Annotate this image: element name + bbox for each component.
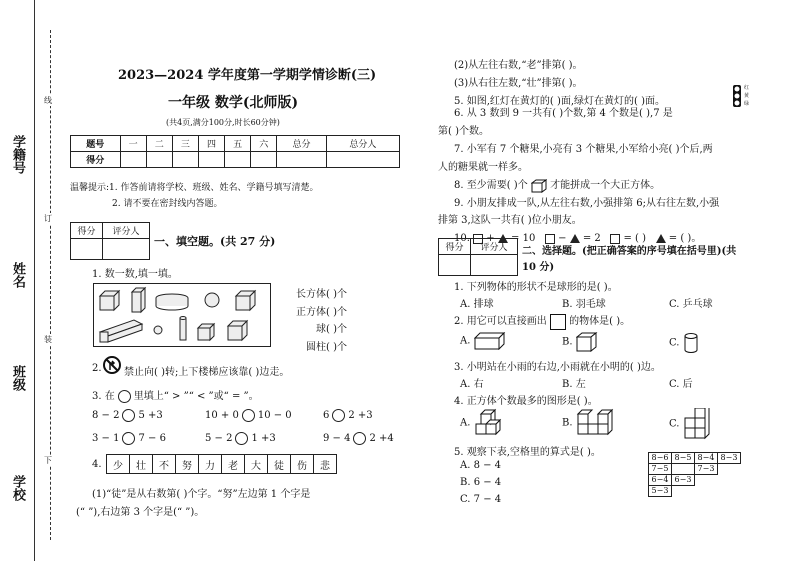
idiom-char: 伤 (291, 455, 314, 474)
q9-line2[interactable]: 排第 3,这队一共有( )位小朋友。 (438, 215, 582, 226)
compare-right: 1 +3 (251, 433, 276, 444)
compare-left: 10 + 0 (205, 410, 239, 421)
score-cell: 总分人 (326, 136, 399, 152)
q10-label: 10. (454, 233, 470, 244)
compare-right: 2 +4 (369, 433, 394, 444)
grader-score-label: 得分 (439, 239, 471, 255)
mc-q2-opt-a-label: A. (460, 335, 471, 347)
grader-score-cell[interactable] (439, 255, 471, 276)
compare-circle[interactable] (332, 409, 345, 422)
idiom-char: 力 (199, 455, 222, 474)
notice-line-1: 温馨提示:1. 作答前请将学校、班级、姓名、学籍号填写清楚。 (70, 183, 319, 193)
binding-char-xia: 下 (44, 456, 52, 465)
mc-q4-opt-a[interactable] (460, 408, 508, 438)
score-input-cell[interactable] (225, 152, 251, 168)
score-cell: 五 (225, 136, 251, 152)
solid-shapes-illustration (94, 284, 270, 346)
binding-class-label: 班级 (10, 365, 25, 391)
mc-q3: 3. 小明站在小雨的右边,小雨就在小明的( )边。 (454, 362, 661, 373)
mc-q2-text-b: 的物体是( )。 (569, 316, 631, 327)
q4-part1-line1[interactable]: (1)“徒”是从右数第( )个字。“努”左边第 1 个字是 (92, 489, 311, 500)
grader-score-label: 得分 (71, 223, 103, 239)
exam-title: 2023—2024 学年度第一学期学情诊断(三) (118, 68, 377, 83)
q8-text-a[interactable]: 8. 至少需要( )个 (454, 180, 528, 191)
score-input-cell[interactable] (120, 152, 146, 168)
grid-cell: 8−4 (695, 452, 718, 464)
q3-text-a: 3. 在 (92, 391, 115, 402)
binding-char-line: 线 (44, 96, 52, 105)
light-label-red: 红 (744, 85, 750, 91)
cube-stack-a-icon (474, 408, 508, 438)
mc-q1-opt-c[interactable]: C. 乒乓球 (669, 299, 713, 310)
compare-left: 6 (323, 410, 330, 421)
grid-cell: 5−3 (648, 486, 672, 497)
score-input-cell[interactable] (198, 152, 224, 168)
cuboid-option-icon (474, 332, 506, 350)
grader-box-2 (438, 238, 518, 276)
binding-strip (0, 0, 62, 561)
grader-person-label: 评分人 (102, 223, 149, 239)
light-label-yellow: 黄 (744, 93, 750, 99)
score-cell: 题号 (71, 136, 121, 152)
idiom-char: 徒 (268, 455, 291, 474)
mc-q2-opt-c[interactable] (669, 332, 701, 354)
q7-line2: 人的糖果就一样多。 (438, 162, 528, 173)
mc-q3-opt-c[interactable]: C. 后 (669, 379, 693, 390)
light-label-green: 绿 (744, 101, 750, 107)
compare-left: 9 − 4 (323, 433, 351, 444)
cylinder-option-icon (683, 332, 701, 354)
mc-q3-opt-b[interactable]: B. 左 (562, 379, 586, 390)
shapes-figure (93, 283, 271, 347)
mc-q1-opt-a[interactable]: A. 排球 (460, 299, 494, 310)
q9-line1: 9. 小朋友排成一队,从左往右数,小强排第 6;从右往左数,小强 (454, 198, 720, 209)
score-cell: 一 (120, 136, 146, 152)
compare-circle[interactable] (235, 432, 248, 445)
grid-cell: 7−5 (648, 464, 672, 475)
mc-q4-opt-a-label: A. (460, 417, 471, 429)
idiom-char: 努 (176, 455, 199, 474)
compare-left: 5 − 2 (205, 433, 233, 444)
shape-count-cylinder[interactable]: 圆柱( )个 (306, 342, 347, 353)
binding-char-zhuang: 装 (44, 335, 52, 344)
idiom-char: 悲 (314, 455, 337, 474)
mc-q2-opt-c-label: C. (669, 337, 680, 349)
mc-q4-opt-c-label: C. (669, 418, 680, 430)
q8-text-b: 才能拼成一个大正方体。 (550, 180, 661, 191)
grader-score-cell[interactable] (71, 239, 103, 260)
grid-cell: 7−3 (695, 464, 718, 475)
cube-stack-b-icon (576, 408, 616, 438)
compare-right: 10 − 0 (257, 410, 292, 421)
grid-blank-cell[interactable] (672, 464, 695, 475)
grid-cell: 8−6 (648, 452, 672, 464)
compare-circle[interactable] (122, 432, 135, 445)
q10-square-answer[interactable]: = ( ) (623, 233, 647, 244)
compare-circle[interactable] (242, 409, 255, 422)
compare-left: 3 − 1 (92, 433, 120, 444)
idiom-char: 大 (245, 455, 268, 474)
binding-char-ding: 订 (44, 214, 52, 223)
q8-text (454, 176, 660, 193)
mc-q5: 5. 观察下表,空格里的算式是( )。 (454, 447, 601, 458)
score-input-cell[interactable] (326, 152, 399, 168)
mc-q2-opt-a[interactable] (460, 332, 506, 350)
q4-part2[interactable]: (2)从左往右数,“老”排第( )。 (454, 60, 583, 71)
binding-school-label: 学校 (10, 475, 25, 501)
q10-eq2: = 2 (582, 233, 601, 244)
compare-right: 7 − 6 (138, 433, 166, 444)
no-turn-sign-icon (103, 356, 121, 374)
small-cube-icon (531, 179, 547, 193)
section2-title-cont: 10 分) (522, 262, 555, 273)
grader-person-label: 评分人 (470, 239, 517, 255)
q6-line1[interactable]: 6. 从 3 数到 9 一共有( )个数,第 4 个数是( ),7 是 (454, 108, 673, 119)
mc-q4-opt-b[interactable] (562, 408, 616, 438)
mc-q2-opt-b[interactable] (562, 332, 600, 352)
score-input-cell[interactable] (277, 152, 327, 168)
section1-title: 一、填空题。(共 27 分) (154, 235, 276, 248)
q4-part3[interactable]: (3)从右往左数,“壮”排第( )。 (454, 78, 583, 89)
score-cell: 得分 (71, 152, 121, 168)
shape-count-cuboid[interactable]: 长方体( )个 (296, 289, 347, 300)
mc-q4-opt-c[interactable] (669, 408, 717, 440)
score-input-cell[interactable] (251, 152, 277, 168)
grader-box-1 (70, 222, 150, 260)
mc-q2-opt-b-label: B. (562, 336, 573, 348)
score-cell: 四 (198, 136, 224, 152)
compare-circle[interactable] (353, 432, 366, 445)
grid-cell: 6−3 (672, 475, 695, 486)
section2-title: 二、选择题。(把正确答案的序号填在括号里)(共 (522, 246, 737, 257)
mc-q4-opt-b-label: B. (562, 417, 573, 429)
shape-count-cube[interactable]: 正方体( )个 (296, 307, 347, 318)
score-table (70, 135, 400, 168)
grid-cell: 8−3 (718, 452, 741, 464)
score-cell: 三 (172, 136, 198, 152)
notice-line-2: 2. 请不要在密封线内答题。 (112, 199, 223, 209)
score-table-header-row (71, 136, 400, 152)
q4-part1-line2[interactable]: (“ ”),右边第 3 个字是(“ ”)。 (76, 507, 205, 518)
q10-plus: + (486, 233, 495, 244)
score-input-cell[interactable] (146, 152, 172, 168)
q2-number: 2. (92, 363, 102, 374)
score-table-score-row (71, 152, 400, 168)
q2-text[interactable]: 禁止向( )转;上下楼梯应该靠( )边走。 (124, 367, 290, 378)
compare-right: 2 +3 (348, 410, 373, 421)
score-cell: 六 (251, 136, 277, 152)
q10-minus: − (558, 233, 567, 244)
q5-text[interactable]: 5. 如图,红灯在黄灯的( )面,绿灯在黄灯的( )面。 (454, 96, 666, 107)
score-cell: 总分 (277, 136, 327, 152)
mc-q2 (454, 312, 630, 330)
q7-line1[interactable]: 7. 小军有 7 个糖果,小亮有 3 个糖果,小军给小亮( )个后,两 (454, 144, 713, 155)
binding-name-label: 姓名 (10, 262, 25, 288)
mc-q1-opt-b[interactable]: B. 羽毛球 (562, 299, 606, 310)
mc-q4: 4. 正方体个数最多的图形是( )。 (454, 396, 598, 407)
q3-text-b: 里填上“ > ”“ < ”或“ = ”。 (133, 391, 259, 402)
grid-cell: 8−5 (672, 452, 695, 464)
shape-count-ball[interactable]: 球( )个 (316, 324, 347, 335)
mc-q2-text-a: 2. 用它可以直接画出 (454, 316, 547, 327)
idiom-char: 少 (107, 455, 130, 474)
idiom-char: 壮 (130, 455, 153, 474)
mc-q1: 1. 下列物体的形状不是球形的是( )。 (454, 282, 618, 293)
cube-stack-c-icon (683, 408, 717, 440)
q10-triangle-answer[interactable]: = ( )。 (668, 233, 702, 244)
score-input-cell[interactable] (172, 152, 198, 168)
binding-outer-line (34, 0, 35, 561)
compare-circle[interactable] (122, 409, 135, 422)
subtraction-grid (648, 452, 741, 497)
idiom-char-row (106, 454, 337, 474)
q10-eq1: = 10 (511, 233, 536, 244)
grader-person-cell[interactable] (102, 239, 149, 260)
idiom-char: 不 (153, 455, 176, 474)
score-cell: 二 (146, 136, 172, 152)
grid-cell: 6−4 (648, 475, 672, 486)
q4-number: 4. (92, 459, 102, 470)
idiom-char: 老 (222, 455, 245, 474)
mc-q5-opt-a[interactable]: A. 8 − 4 (460, 460, 502, 471)
q3-intro (92, 387, 259, 403)
mc-q5-opt-c[interactable]: C. 7 − 4 (460, 494, 502, 505)
q6-line2[interactable]: 第( )个数。 (438, 126, 489, 137)
mc-q3-opt-a[interactable]: A. 右 (460, 379, 484, 390)
cube-option-icon (576, 332, 600, 352)
compare-left: 8 − 2 (92, 410, 120, 421)
circle-icon (118, 390, 131, 403)
binding-id-label: 学籍号 (10, 135, 25, 174)
exam-info: (共4页,满分100分,时长60分钟) (166, 118, 280, 127)
q1-text: 1. 数一数,填一填。 (92, 269, 178, 280)
exam-subtitle: 一年级 数学(北师版) (168, 95, 299, 111)
compare-right: 5 +3 (138, 410, 163, 421)
grader-person-cell[interactable] (470, 255, 517, 276)
mc-q5-opt-b[interactable]: B. 6 − 4 (460, 477, 502, 488)
square-shape-icon (550, 314, 566, 330)
